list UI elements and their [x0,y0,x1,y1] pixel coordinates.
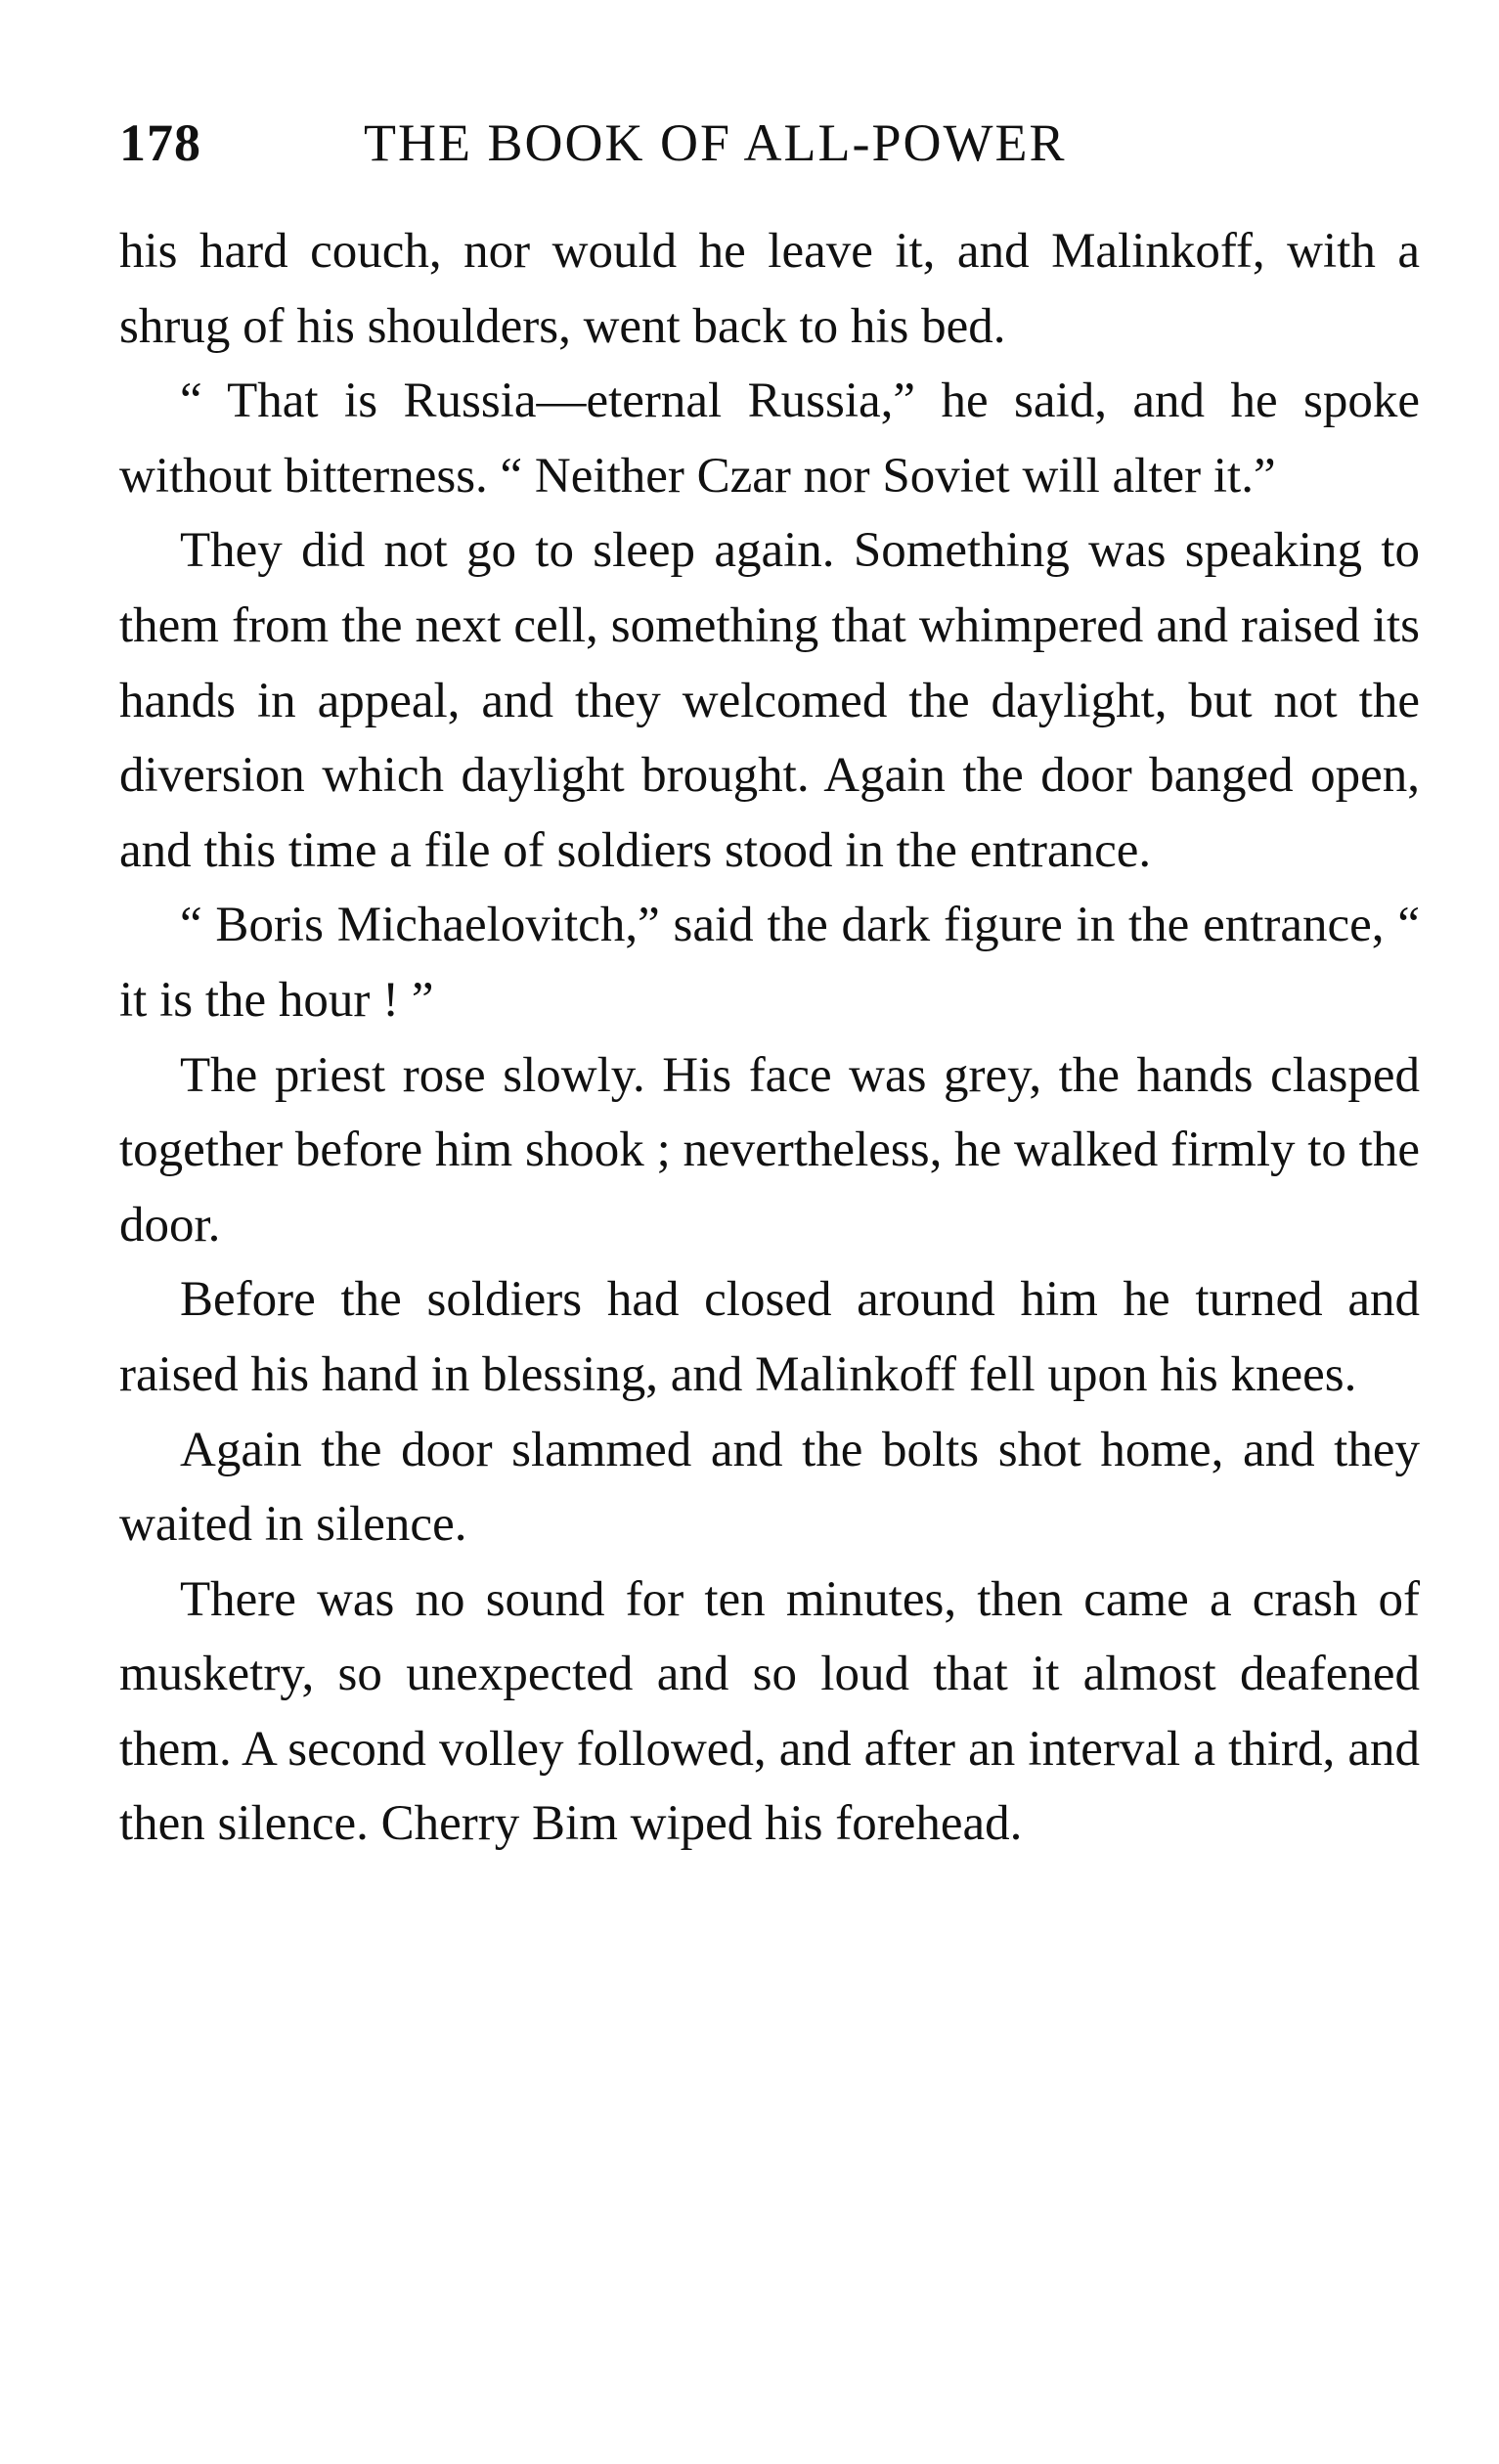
page-number: 178 [119,113,201,172]
body-text [119,214,1420,1862]
page-header [119,112,1420,191]
paragraph: his hard couch, nor would he leave it, and Malinkoff, with a shrug of his shoulders, went back to his bed. [119,224,1420,354]
paragraph: Before the soldiers had closed around him he turned and raised his hand in blessing, and Malinkoff fell upon his knees. [119,1272,1420,1402]
paragraph: The priest rose slowly. His face was grey, the hands clasped together before him shook ; nevertheless, he walked firmly to the door. [119,1047,1420,1253]
paragraph: There was no sound for ten minutes, then came a crash of musketry, so unexpected and so loud that it almost deafened them. A second volley followed, and after an interval a third, and then silence. Cherry Bim wiped his forehead. [119,1571,1420,1852]
book-page [119,112,1420,1862]
paragraph: Again the door slammed and the bolts shot home, and they waited in silence. [119,1422,1420,1553]
paragraph: They did not go to sleep again. Something was speaking to them from the next cell, something that whimpered and raised its hands in appeal, and they welcomed the daylight, but not the diversion which daylight brought. Again the door banged open, and this time a file of soldiers stood in the entrance. [119,523,1420,878]
paragraph: “ Boris Michaelovitch,” said the dark figure in the entrance, “ it is the hour ! ” [119,898,1420,1028]
running-title: THE BOOK OF ALL-POWER [364,113,1067,172]
paragraph: “ That is Russia—eternal Russia,” he said, and he spoke without bitterness. “ Neither Czar nor Soviet will alter it.” [119,374,1420,504]
